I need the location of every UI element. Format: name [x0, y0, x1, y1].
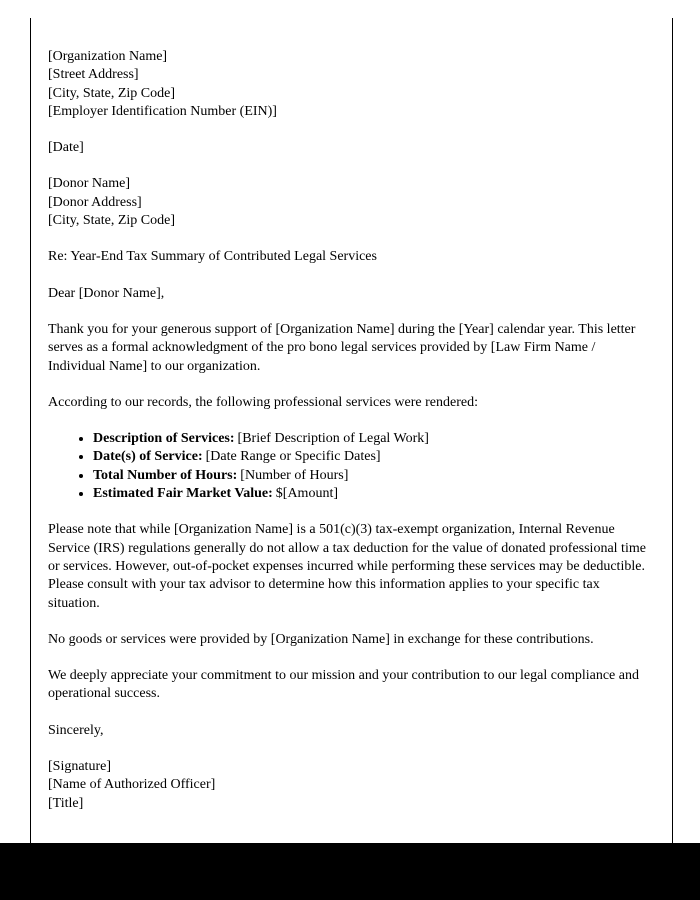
letter-date: [Date] — [48, 140, 84, 156]
bullet-label: Date(s) of Service: — [93, 449, 203, 465]
bullet-value: [Date Range or Specific Dates] — [205, 449, 381, 465]
recipient-address: [Donor Address] — [48, 194, 142, 210]
bullet-value: [Number of Hours] — [240, 467, 349, 483]
salutation: Dear [Donor Name], — [48, 285, 165, 301]
recipient-address-block — [48, 175, 650, 230]
recipient-name: [Donor Name] — [48, 176, 131, 192]
bottom-black-bar — [0, 843, 700, 900]
subject-line: Re: Year-End Tax Summary of Contributed Legal Services — [48, 249, 377, 265]
bullet-value: $[Amount] — [275, 486, 338, 502]
officer-title-line: [Title] — [48, 795, 84, 811]
recipient-city-state-zip: [City, State, Zip Code] — [48, 213, 176, 229]
list-item-description — [93, 430, 650, 448]
paragraph-irs-note: Please note that while [Organization Name] is a 501(c)(3) tax-exempt organization, Internal Revenue Service (IRS) regulations generally do not allow a tax deduction for the value of donated professional time or services. However, out-of-pocket expenses incurred while performing these services may be deductible. Please consult with your tax advisor to determine how this information applies to your specific tax situation. — [48, 522, 646, 611]
sender-street: [Street Address] — [48, 67, 139, 83]
paragraph-no-goods: No goods or services were provided by [Organization Name] in exchange for these contributions. — [48, 631, 594, 647]
date-block — [48, 139, 650, 157]
signature-line: [Signature] — [48, 759, 111, 775]
closing: Sincerely, — [48, 722, 104, 738]
bullet-value: [Brief Description of Legal Work] — [237, 431, 429, 447]
services-list — [48, 430, 650, 503]
paragraph-appreciation: We deeply appreciate your commitment to our mission and your contribution to our legal compliance and operational success. — [48, 668, 639, 702]
letter-page — [30, 18, 673, 843]
bullet-label: Total Number of Hours: — [93, 467, 238, 483]
list-item-dates — [93, 448, 650, 466]
bullet-label: Estimated Fair Market Value: — [93, 486, 273, 502]
bullet-label: Description of Services: — [93, 431, 235, 447]
sender-ein: [Employer Identification Number (EIN)] — [48, 103, 277, 119]
paragraph-records: According to our records, the following professional services were rendered: — [48, 394, 478, 410]
officer-name-line: [Name of Authorized Officer] — [48, 777, 216, 793]
list-item-hours — [93, 467, 650, 485]
sender-address-block — [48, 48, 650, 121]
paragraph-intro: Thank you for your generous support of [Organization Name] during the [Year] calendar year. This letter serves as a formal acknowledgment of the pro bono legal services provided by [Law Firm Name / Individual Name] to our organization. — [48, 321, 636, 374]
list-item-value — [93, 485, 650, 503]
signature-block — [48, 758, 650, 813]
sender-organization: [Organization Name] — [48, 49, 168, 64]
sender-city-state-zip: [City, State, Zip Code] — [48, 85, 176, 101]
